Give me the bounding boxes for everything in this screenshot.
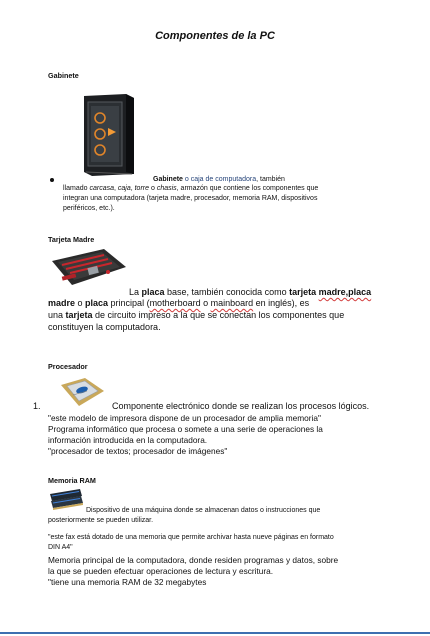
gabinete-line-3: integran una computadora (tarjeta madre, procesador, memoria RAM, dispositivos xyxy=(63,195,318,202)
link-caja-de-computadora[interactable]: o caja de computadora xyxy=(182,176,257,183)
procesador-line-4: información introducida en la computadora. xyxy=(48,435,208,445)
bullet-dot xyxy=(50,178,54,182)
tarjeta-line-1 xyxy=(129,287,371,299)
procesador-line-5: "procesador de textos; procesador de imágenes" xyxy=(48,446,228,456)
term-motherboard: motherboard xyxy=(149,298,201,308)
list-marker: 1. xyxy=(33,401,41,411)
text: , xyxy=(113,185,118,192)
ram-line-6: la que se pueden efectuar operaciones de lectura y escritura. xyxy=(48,566,274,576)
term-madre-placa: madre,placa xyxy=(318,287,372,297)
pc-case-image xyxy=(78,92,140,177)
page-bottom-rule xyxy=(0,632,430,634)
text: o xyxy=(75,298,86,308)
text: , armazón que contiene los componentes que xyxy=(176,185,319,192)
term-gabinete: Gabinete xyxy=(153,176,183,183)
ram-line-1: Dispositivo de una máquina donde se almacenan datos o instrucciones que xyxy=(86,507,321,514)
text: una xyxy=(48,310,66,320)
ram-line-4: DIN A4" xyxy=(48,544,73,551)
term-torre: torre xyxy=(134,185,150,192)
term-tarjeta: tarjeta xyxy=(65,310,93,320)
ram-line-2: posteriormente se pueden utilizar. xyxy=(48,517,154,524)
tarjeta-line-4: constituyen la computadora. xyxy=(48,322,161,332)
term-caja: caja xyxy=(117,185,131,192)
text: en inglés), es xyxy=(253,298,310,308)
tarjeta-line-2 xyxy=(48,298,309,310)
motherboard-image xyxy=(48,247,128,287)
term-madre: madre xyxy=(48,298,76,308)
ram-line-7: "tiene una memoria RAM de 32 megabytes xyxy=(48,577,207,587)
tarjeta-line-3 xyxy=(48,310,344,322)
text: o xyxy=(200,298,211,308)
gabinete-line-4: periféricos, etc.). xyxy=(63,205,115,212)
term-placa: placa xyxy=(85,298,109,308)
text: llamado xyxy=(63,185,90,192)
text: , también xyxy=(256,176,285,183)
procesador-line-1: Componente electrónico donde se realizan los procesos lógicos. xyxy=(112,401,370,411)
cpu-chip-image xyxy=(57,377,107,407)
term-mainboard: mainboard xyxy=(210,298,254,308)
heading-tarjeta-madre: Tarjeta Madre xyxy=(48,235,95,244)
procesador-line-3: Programa informático que procesa o somete a una serie de operaciones la xyxy=(48,424,323,434)
text: de circuito impreso a la que se conectan los componentes que xyxy=(92,310,345,320)
ram-line-3: "este fax está dotado de una memoria que permite archivar hasta nueve páginas en formato xyxy=(48,534,334,541)
heading-memoria-ram: Memoria RAM xyxy=(48,476,96,485)
text: , xyxy=(130,185,135,192)
term-placa: placa xyxy=(141,287,165,297)
page-title: Componentes de la PC xyxy=(155,30,275,42)
term-tarjeta: tarjeta xyxy=(289,287,317,297)
heading-procesador: Procesador xyxy=(48,362,88,371)
ram-line-5: Memoria principal de la computadora, donde residen programas y datos, sobre xyxy=(48,555,339,565)
ram-module-image xyxy=(48,488,84,514)
heading-gabinete: Gabinete xyxy=(48,71,79,80)
text: o xyxy=(149,185,157,192)
term-chasis: chasis xyxy=(156,185,177,192)
procesador-line-2: "este modelo de impresora dispone de un procesador de amplia memoria" xyxy=(48,413,321,423)
text: principal ( xyxy=(108,298,150,308)
term-carcasa: carcasa xyxy=(89,185,114,192)
text: La xyxy=(129,287,142,297)
text: base, también conocida como xyxy=(164,287,290,297)
gabinete-line-2 xyxy=(63,184,318,194)
